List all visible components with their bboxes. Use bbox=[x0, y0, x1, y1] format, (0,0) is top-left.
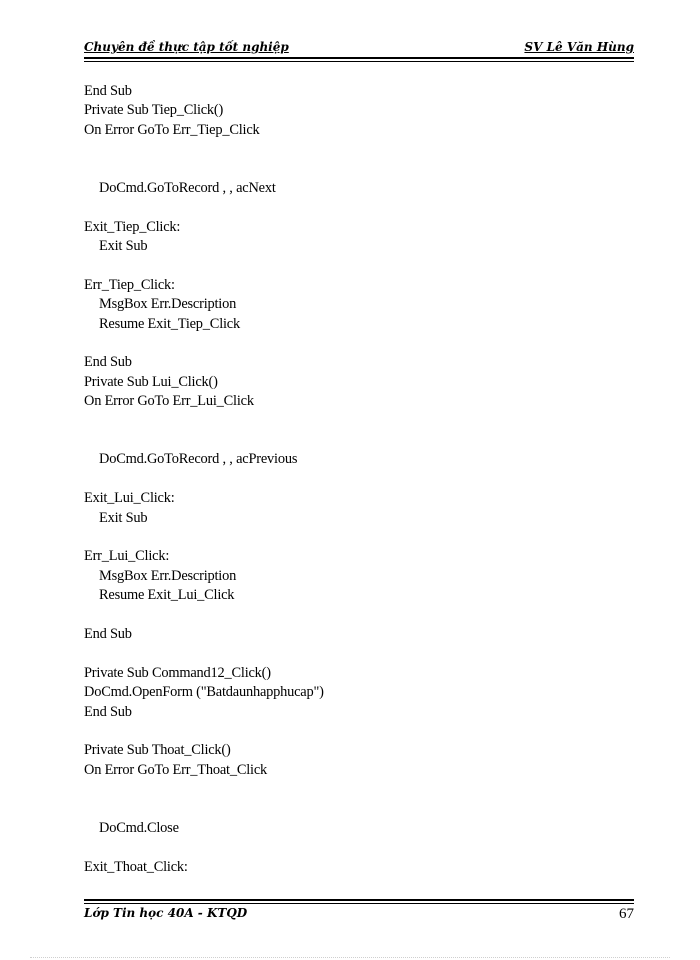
code-line: End Sub bbox=[84, 83, 132, 99]
code-line bbox=[84, 431, 324, 450]
code-line: MsgBox Err.Description bbox=[99, 567, 237, 584]
page-number: 67 bbox=[619, 906, 634, 922]
code-line: DoCmd.OpenForm ("Batdaunhapphucap") bbox=[84, 684, 324, 701]
code-line: Private Sub Tiep_Click() bbox=[84, 102, 224, 119]
code-line bbox=[84, 722, 324, 741]
code-line: MsgBox Err.Description bbox=[99, 296, 237, 313]
code-line: On Error GoTo Err_Tiep_Click bbox=[84, 121, 260, 138]
code-line bbox=[84, 644, 324, 663]
code-line: Resume Exit_Tiep_Click bbox=[99, 315, 240, 332]
code-line: Exit_Thoat_Click: bbox=[84, 858, 188, 875]
footer-rule-thick bbox=[84, 899, 634, 901]
code-line: End Sub bbox=[84, 354, 132, 371]
code-line bbox=[84, 257, 324, 276]
code-line: DoCmd.Close bbox=[99, 819, 179, 836]
code-line bbox=[84, 198, 324, 217]
code-line bbox=[84, 838, 324, 857]
code-line: Resume Exit_Lui_Click bbox=[99, 587, 235, 604]
code-line bbox=[84, 140, 324, 159]
code-line: On Error GoTo Err_Thoat_Click bbox=[84, 761, 268, 778]
code-line: DoCmd.GoToRecord , , acPrevious bbox=[99, 451, 298, 468]
code-line: End Sub bbox=[84, 703, 132, 720]
code-line bbox=[84, 412, 324, 431]
code-block bbox=[84, 82, 324, 877]
code-line: Err_Lui_Click: bbox=[84, 548, 170, 565]
header-author: SV Lê Văn Hùng bbox=[524, 40, 634, 54]
code-line bbox=[84, 528, 324, 547]
code-line bbox=[84, 780, 324, 799]
code-line bbox=[84, 606, 324, 625]
code-line bbox=[84, 334, 324, 353]
code-line: Private Sub Lui_Click() bbox=[84, 373, 218, 390]
code-line: Exit_Lui_Click: bbox=[84, 490, 175, 507]
code-line bbox=[84, 160, 324, 179]
code-line bbox=[84, 799, 324, 818]
header-rule-thick bbox=[84, 57, 634, 59]
code-line: Private Sub Command12_Click() bbox=[84, 664, 271, 681]
footer-class-label: Lớp Tin học 40A - KTQD bbox=[84, 906, 248, 920]
code-line: Err_Tiep_Click: bbox=[84, 276, 175, 293]
code-line: Private Sub Thoat_Click() bbox=[84, 742, 231, 759]
code-line: End Sub bbox=[84, 625, 132, 642]
code-line bbox=[84, 470, 324, 489]
code-line: Exit Sub bbox=[99, 238, 148, 255]
footer-rule-thin bbox=[84, 903, 634, 904]
page-bottom-divider bbox=[30, 957, 670, 958]
header-title: Chuyên đề thực tập tốt nghiệp bbox=[84, 40, 289, 54]
page-footer bbox=[84, 906, 634, 926]
code-line: On Error GoTo Err_Lui_Click bbox=[84, 393, 254, 410]
code-line: Exit_Tiep_Click: bbox=[84, 218, 181, 235]
header-rule-thin bbox=[84, 61, 634, 62]
code-line: Exit Sub bbox=[99, 509, 148, 526]
code-line: DoCmd.GoToRecord , , acNext bbox=[99, 179, 276, 196]
